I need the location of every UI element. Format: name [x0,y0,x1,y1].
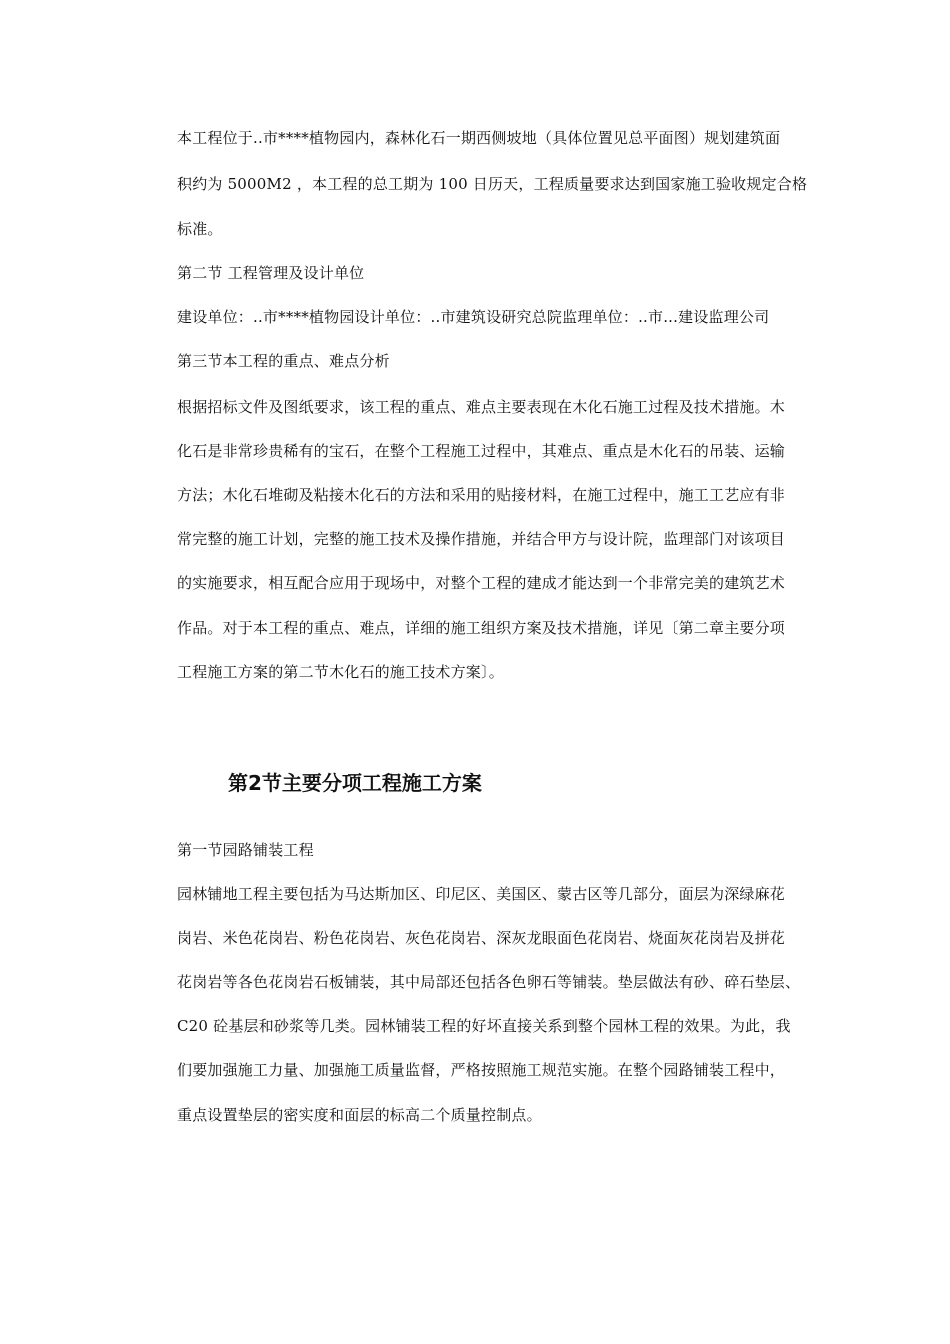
section-subheading: 第一节园路铺装工程 [177,841,314,859]
paragraph-line: 本工程位于..市****植物园内，森林化石一期西侧坡地（具体位置见总平面图）规划建筑面 [177,129,781,147]
paragraph-line: 重点设置垫层的密实度和面层的标高二个质量控制点。 [177,1106,542,1124]
paragraph-line: 们要加强施工力量、加强施工质量监督，严格按照施工规范实施。在整个园路铺装工程中， [177,1061,786,1079]
section-subheading: 第二节 工程管理及设计单位 [177,264,365,282]
paragraph-line: 标准。 [177,220,223,238]
section-subheading: 第三节本工程的重点、难点分析 [177,352,390,370]
paragraph-line: 作品。对于本工程的重点、难点，详细的施工组织方案及技术措施，详见〔第二章主要分项 [177,619,786,637]
paragraph-line: 工程施工方案的第二节木化石的施工技术方案〕。 [177,663,504,681]
paragraph-line: 积约为 5000M2 ，本工程的总工期为 100 日历天，工程质量要求达到国家施工验收规定合格 [177,175,808,193]
paragraph-line: 园林铺地工程主要包括为马达斯加区、印尼区、美国区、蒙古区等几部分，面层为深绿麻花 [177,885,786,903]
units-line: 建设单位：..市****植物园设计单位：..市建筑设研究总院监理单位：..市...建设监理公司 [177,308,770,326]
paragraph-line: 的实施要求，相互配合应用于现场中，对整个工程的建成才能达到一个非常完美的建筑艺术 [177,574,786,592]
paragraph-line: 化石是非常珍贵稀有的宝石，在整个工程施工过程中，其难点、重点是木化石的吊装、运输 [177,442,786,460]
paragraph-line: C20 砼基层和砂浆等几类。园林铺装工程的好坏直接关系到整个园林工程的效果。为此，我 [177,1017,791,1035]
paragraph-line: 岗岩、米色花岗岩、粉色花岗岩、灰色花岗岩、深灰龙眼面色花岗岩、烧面灰花岗岩及拼花 [177,929,786,947]
paragraph-line: 方法；木化石堆砌及粘接木化石的方法和采用的贴接材料，在施工过程中，施工工艺应有非 [177,486,786,504]
paragraph-line: 根据招标文件及图纸要求，该工程的重点、难点主要表现在木化石施工过程及技术措施。木 [177,398,786,416]
chapter-heading: 第2节主要分项工程施工方案 [228,771,482,795]
paragraph-line: 常完整的施工计划，完整的施工技术及操作措施，并结合甲方与设计院，监理部门对该项目 [177,530,786,548]
paragraph-line: 花岗岩等各色花岗岩石板铺装，其中局部还包括各色卵石等铺装。垫层做法有砂、碎石垫层、 [177,973,801,991]
